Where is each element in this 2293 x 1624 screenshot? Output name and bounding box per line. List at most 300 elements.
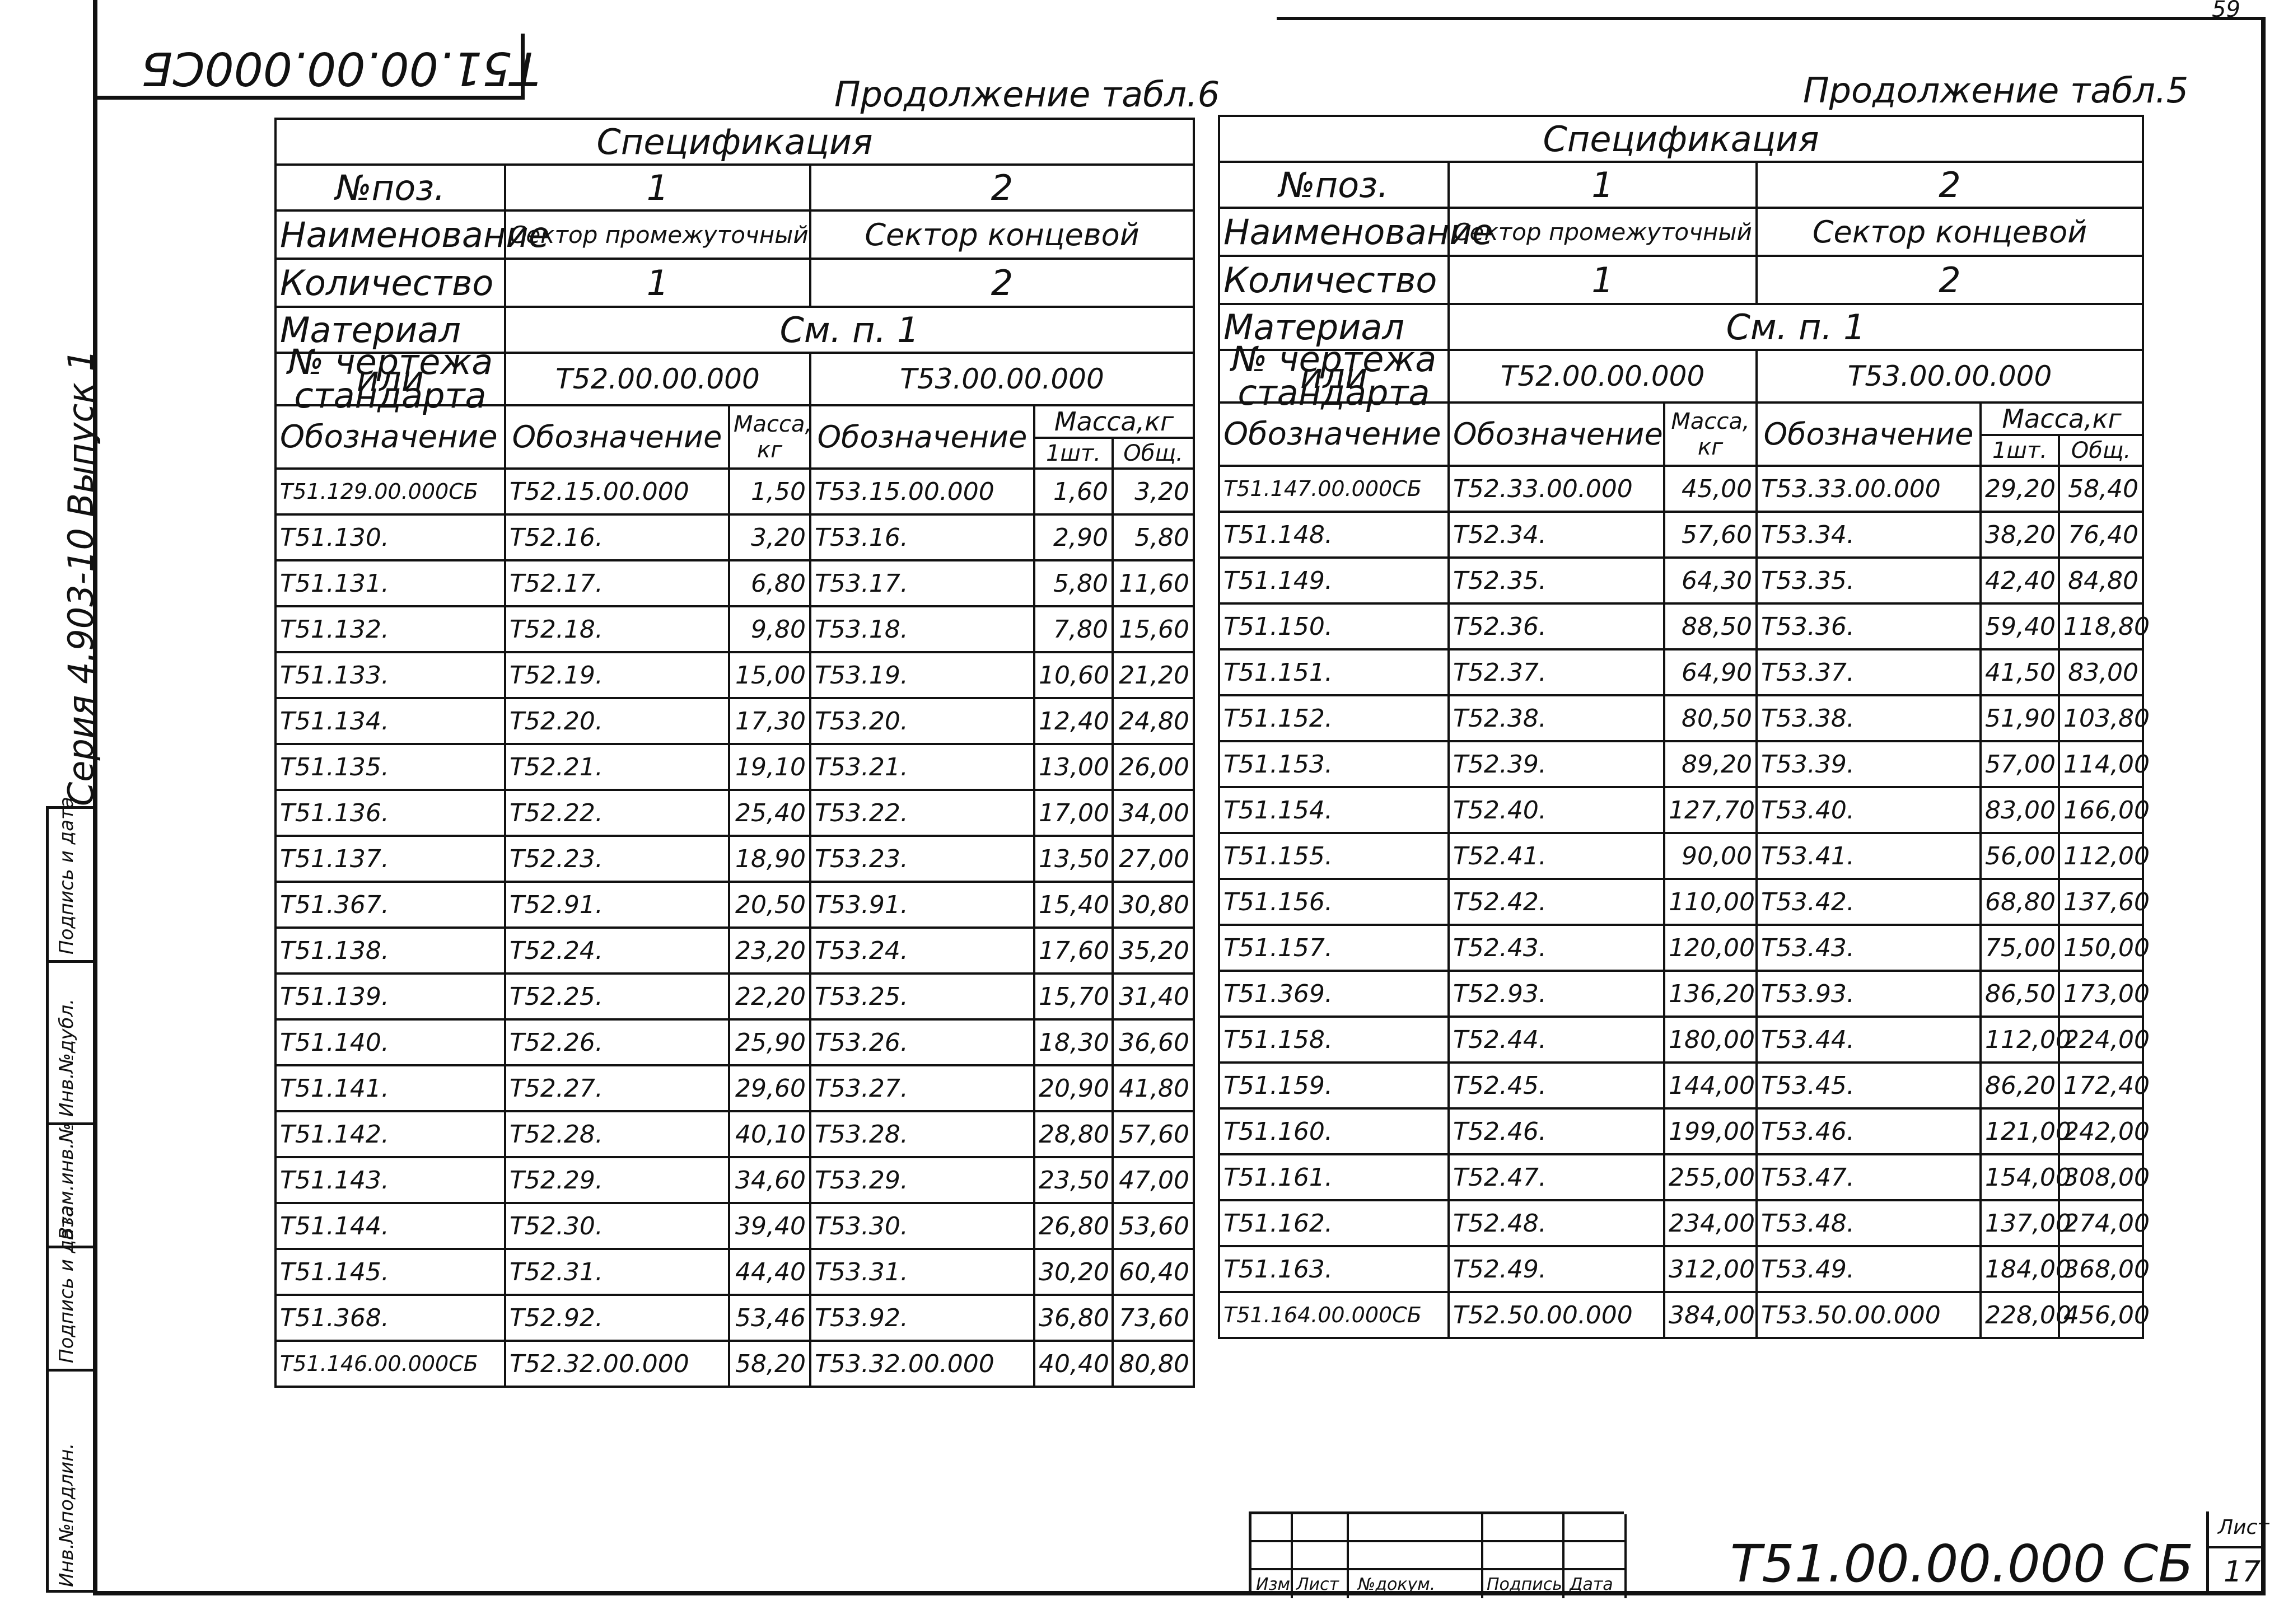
qty-value: 2: [1757, 256, 2143, 304]
sheet-label: Лист: [2218, 1516, 2269, 1539]
table-cell: Т52.26.: [505, 1019, 729, 1065]
table-row: [275, 1019, 1194, 1065]
table-row: [275, 928, 1194, 974]
table-row: [275, 1295, 1194, 1341]
table-cell: Т51.130.: [275, 514, 505, 560]
table-cell: 36,60: [1113, 1019, 1194, 1065]
table-row: [275, 974, 1194, 1019]
table-cell: Т53.39.: [1757, 741, 1981, 787]
table-cell: Т51.134.: [275, 698, 505, 744]
table-cell: Т51.149.: [1219, 558, 1449, 603]
col-mass-total: Масса,кг: [1034, 405, 1194, 438]
corner-number: 59: [2212, 0, 2240, 22]
table-cell: 144,00: [1664, 1063, 1757, 1108]
table-cell: 24,80: [1113, 698, 1194, 744]
table-cell: Т51.154.: [1219, 787, 1449, 833]
table-row: [1219, 1063, 2143, 1108]
table-cell: 68,80: [1981, 879, 2059, 925]
table-cell: 7,80: [1034, 606, 1113, 652]
table-cell: 21,20: [1113, 652, 1194, 698]
table-cell: Т52.21.: [505, 744, 729, 790]
table-cell: Т53.19.: [810, 652, 1034, 698]
table-cell: 114,00: [2059, 741, 2143, 787]
table-cell: Т53.37.: [1757, 649, 1981, 695]
name-value: Сектор концевой: [1757, 208, 2143, 256]
table-cell: Т52.16.: [505, 514, 729, 560]
table-cell: 118,80: [2059, 603, 2143, 649]
table-row: [1219, 466, 2143, 512]
table-cell: Т53.24.: [810, 928, 1034, 974]
table-cell: 64,90: [1664, 649, 1757, 695]
tb-label: Лист: [1296, 1575, 1339, 1594]
table-cell: 184,00: [1981, 1246, 2059, 1292]
pos-label: №поз.: [1219, 162, 1449, 208]
table-cell: 64,30: [1664, 558, 1757, 603]
table-cell: 29,20: [1981, 466, 2059, 512]
table-cell: 58,20: [729, 1341, 810, 1387]
table-cell: Т53.23.: [810, 836, 1034, 882]
table-cell: 2,90: [1034, 514, 1113, 560]
table-cell: Т52.34.: [1449, 512, 1664, 558]
table-cell: Т52.38.: [1449, 695, 1664, 741]
table-cell: 242,00: [2059, 1108, 2143, 1154]
spec-title: Спецификация: [275, 119, 1194, 165]
table-cell: 59,40: [1981, 603, 2059, 649]
table-cell: 112,00: [1981, 1017, 2059, 1063]
col-designation: Обозначение: [1757, 403, 1981, 466]
table-cell: 23,20: [729, 928, 810, 974]
drawing-label: № чертежа или стандарта: [1219, 350, 1449, 403]
name-value: Сектор концевой: [810, 210, 1194, 259]
table-cell: 136,20: [1664, 971, 1757, 1017]
table-cell: Т52.17.: [505, 560, 729, 606]
table-cell: Т52.45.: [1449, 1063, 1664, 1108]
table-row: [275, 1065, 1194, 1111]
table-cell: Т53.42.: [1757, 879, 1981, 925]
table-cell: Т53.28.: [810, 1111, 1034, 1157]
table-cell: 17,60: [1034, 928, 1113, 974]
table-cell: Т52.25.: [505, 974, 729, 1019]
material-value: См. п. 1: [505, 307, 1194, 353]
table-cell: 88,50: [1664, 603, 1757, 649]
table-cell: Т51.145.: [275, 1249, 505, 1295]
table-cell: 30,80: [1113, 882, 1194, 928]
table-cell: 172,40: [2059, 1063, 2143, 1108]
table-cell: Т52.37.: [1449, 649, 1664, 695]
table-cell: Т53.91.: [810, 882, 1034, 928]
table-cell: Т52.27.: [505, 1065, 729, 1111]
table-cell: Т53.22.: [810, 790, 1034, 836]
table-cell: Т52.42.: [1449, 879, 1664, 925]
table-row: [1219, 879, 2143, 925]
table-cell: Т53.34.: [1757, 512, 1981, 558]
table-cell: 384,00: [1664, 1292, 1757, 1338]
table-cell: Т53.38.: [1757, 695, 1981, 741]
table-cell: Т51.151.: [1219, 649, 1449, 695]
tb-label: №докум.: [1358, 1575, 1436, 1594]
table-cell: Т52.30.: [505, 1203, 729, 1249]
table-cell: 456,00: [2059, 1292, 2143, 1338]
table-row: [1219, 971, 2143, 1017]
sheet-number: 17: [2224, 1555, 2261, 1589]
table-cell: Т51.155.: [1219, 833, 1449, 879]
table-cell: Т53.21.: [810, 744, 1034, 790]
sidebar-stamp: [46, 797, 96, 1593]
drawing-label: № чертежа или стандарта: [275, 353, 505, 405]
table-cell: 5,80: [1113, 514, 1194, 560]
table-cell: Т51.152.: [1219, 695, 1449, 741]
table-cell: 5,80: [1034, 560, 1113, 606]
table-cell: 137,00: [1981, 1200, 2059, 1246]
table-cell: 28,80: [1034, 1111, 1113, 1157]
table-cell: Т53.29.: [810, 1157, 1034, 1203]
material-label: Материал: [1219, 304, 1449, 350]
table-cell: Т51.158.: [1219, 1017, 1449, 1063]
table-cell: Т51.146.00.000СБ: [275, 1341, 505, 1387]
table-cell: Т51.141.: [275, 1065, 505, 1111]
spec-title: Спецификация: [1219, 116, 2143, 162]
table-cell: Т53.18.: [810, 606, 1034, 652]
table-row: [1219, 1154, 2143, 1200]
table-cell: 17,30: [729, 698, 810, 744]
table-cell: 83,00: [2059, 649, 2143, 695]
col-piece: 1шт.: [1034, 438, 1113, 469]
table-cell: Т51.131.: [275, 560, 505, 606]
table-cell: Т51.137.: [275, 836, 505, 882]
sidebar-label: Взам.инв.№: [55, 1122, 78, 1240]
drawing-value: Т53.00.00.000: [1757, 350, 2143, 403]
table-cell: 75,00: [1981, 925, 2059, 971]
table-cell: 13,50: [1034, 836, 1113, 882]
table-row: [1219, 512, 2143, 558]
table-cell: Т53.93.: [1757, 971, 1981, 1017]
tb-label: Дата: [1570, 1575, 1613, 1594]
table-cell: Т53.47.: [1757, 1154, 1981, 1200]
table-row: [1219, 925, 2143, 971]
table-cell: Т51.367.: [275, 882, 505, 928]
table-cell: Т51.135.: [275, 744, 505, 790]
table-cell: 25,90: [729, 1019, 810, 1065]
table-cell: Т53.27.: [810, 1065, 1034, 1111]
table-cell: 110,00: [1664, 879, 1757, 925]
pos-value: 1: [1449, 162, 1757, 208]
table-cell: 40,10: [729, 1111, 810, 1157]
table-cell: 18,30: [1034, 1019, 1113, 1065]
col-mass-total: Масса,кг: [1981, 403, 2143, 435]
table-cell: Т53.92.: [810, 1295, 1034, 1341]
table-cell: 10,60: [1034, 652, 1113, 698]
left-table-body: [275, 469, 1194, 1387]
table-row: [1219, 558, 2143, 603]
qty-label: Количество: [1219, 256, 1449, 304]
table-cell: 27,00: [1113, 836, 1194, 882]
pos-label: №поз.: [275, 165, 505, 210]
table-cell: 36,80: [1034, 1295, 1113, 1341]
qty-value: 1: [1449, 256, 1757, 304]
table-row: [1219, 741, 2143, 787]
table-cell: 173,00: [2059, 971, 2143, 1017]
table-cell: 26,00: [1113, 744, 1194, 790]
table-cell: 53,46: [729, 1295, 810, 1341]
table-cell: Т53.48.: [1757, 1200, 1981, 1246]
table-cell: 6,80: [729, 560, 810, 606]
table-cell: Т53.35.: [1757, 558, 1981, 603]
table-row: [275, 469, 1194, 514]
name-value: Сектор промежуточный: [505, 210, 810, 259]
table-cell: Т52.31.: [505, 1249, 729, 1295]
right-table-body: [1219, 466, 2150, 1338]
col-mass: Масса, кг: [729, 405, 810, 469]
table-row: [1219, 603, 2143, 649]
table-cell: 19,10: [729, 744, 810, 790]
col-piece: 1шт.: [1981, 435, 2059, 466]
left-table-caption: Продолжение табл.6: [834, 74, 1220, 115]
table-cell: 39,40: [729, 1203, 810, 1249]
table-cell: Т51.129.00.000СБ: [275, 469, 505, 514]
table-cell: 53,60: [1113, 1203, 1194, 1249]
table-row: [1219, 1108, 2143, 1154]
table-row: [275, 698, 1194, 744]
table-cell: Т53.20.: [810, 698, 1034, 744]
pos-value: 1: [505, 165, 810, 210]
table-cell: 41,80: [1113, 1065, 1194, 1111]
table-cell: 29,60: [729, 1065, 810, 1111]
table-cell: Т51.133.: [275, 652, 505, 698]
qty-value: 2: [810, 259, 1194, 307]
table-cell: Т53.32.00.000: [810, 1341, 1034, 1387]
table-cell: Т51.368.: [275, 1295, 505, 1341]
sidebar-label: Инв.№подлин.: [55, 1443, 78, 1587]
table-cell: Т51.140.: [275, 1019, 505, 1065]
table-cell: Т51.159.: [1219, 1063, 1449, 1108]
table-cell: Т52.48.: [1449, 1200, 1664, 1246]
table-cell: 11,60: [1113, 560, 1194, 606]
table-cell: Т53.50.00.000: [1757, 1292, 1981, 1338]
table-cell: 308,00: [2059, 1154, 2143, 1200]
table-cell: 42,40: [1981, 558, 2059, 603]
table-cell: 127,70: [1664, 787, 1757, 833]
material-label: Материал: [275, 307, 505, 353]
table-cell: 20,90: [1034, 1065, 1113, 1111]
table-cell: 23,50: [1034, 1157, 1113, 1203]
table-cell: 9,80: [729, 606, 810, 652]
table-cell: Т53.25.: [810, 974, 1034, 1019]
table-cell: 199,00: [1664, 1108, 1757, 1154]
table-cell: 83,00: [1981, 787, 2059, 833]
table-cell: 56,00: [1981, 833, 2059, 879]
table-cell: 1,60: [1034, 469, 1113, 514]
frame-right-line: [2261, 17, 2266, 1595]
table-cell: Т52.43.: [1449, 925, 1664, 971]
table-cell: 89,20: [1664, 741, 1757, 787]
table-cell: 34,00: [1113, 790, 1194, 836]
stamp-code: Т51.00.00.000СБ: [141, 41, 540, 95]
sheet-box: [2206, 1511, 2269, 1595]
table-cell: Т51.150.: [1219, 603, 1449, 649]
table-cell: 121,00: [1981, 1108, 2059, 1154]
table-cell: Т53.49.: [1757, 1246, 1981, 1292]
table-cell: 57,00: [1981, 741, 2059, 787]
table-cell: Т53.45.: [1757, 1063, 1981, 1108]
designation-label: Обозначение: [275, 405, 505, 469]
table-row: [1219, 1292, 2143, 1338]
table-cell: 58,40: [2059, 466, 2143, 512]
table-cell: 15,70: [1034, 974, 1113, 1019]
left-spec-table: [274, 118, 1195, 1388]
table-cell: Т53.43.: [1757, 925, 1981, 971]
table-cell: 3,20: [729, 514, 810, 560]
table-cell: 103,80: [2059, 695, 2143, 741]
table-cell: 368,00: [2059, 1246, 2143, 1292]
table-cell: Т52.39.: [1449, 741, 1664, 787]
col-total: Общ.: [1113, 438, 1194, 469]
table-cell: Т52.41.: [1449, 833, 1664, 879]
table-row: [275, 1157, 1194, 1203]
table-cell: Т51.369.: [1219, 971, 1449, 1017]
table-row: [275, 560, 1194, 606]
right-spec-table: [1218, 115, 2150, 1339]
table-cell: 60,40: [1113, 1249, 1194, 1295]
table-cell: 255,00: [1664, 1154, 1757, 1200]
table-cell: Т51.153.: [1219, 741, 1449, 787]
table-cell: 57,60: [1664, 512, 1757, 558]
table-cell: Т52.92.: [505, 1295, 729, 1341]
table-cell: Т52.24.: [505, 928, 729, 974]
table-cell: 274,00: [2059, 1200, 2143, 1246]
table-row: [1219, 649, 2143, 695]
title-block: [1249, 1511, 2269, 1595]
table-cell: 154,00: [1981, 1154, 2059, 1200]
table-cell: Т51.144.: [275, 1203, 505, 1249]
table-row: [275, 1341, 1194, 1387]
table-cell: Т51.157.: [1219, 925, 1449, 971]
pos-value: 2: [810, 165, 1194, 210]
table-cell: 120,00: [1664, 925, 1757, 971]
table-cell: Т52.23.: [505, 836, 729, 882]
table-cell: 80,50: [1664, 695, 1757, 741]
table-cell: Т52.50.00.000: [1449, 1292, 1664, 1338]
material-value: См. п. 1: [1449, 304, 2143, 350]
table-cell: 228,00: [1981, 1292, 2059, 1338]
stamp-box: [96, 34, 540, 100]
table-cell: 15,60: [1113, 606, 1194, 652]
table-cell: Т52.40.: [1449, 787, 1664, 833]
table-cell: Т51.148.: [1219, 512, 1449, 558]
table-cell: 57,60: [1113, 1111, 1194, 1157]
col-mass: Масса, кг: [1664, 403, 1757, 466]
drawing-value: Т52.00.00.000: [505, 353, 810, 405]
table-cell: 41,50: [1981, 649, 2059, 695]
table-cell: 20,50: [729, 882, 810, 928]
table-cell: 312,00: [1664, 1246, 1757, 1292]
table-cell: 166,00: [2059, 787, 2143, 833]
table-cell: 76,40: [2059, 512, 2143, 558]
table-cell: Т51.160.: [1219, 1108, 1449, 1154]
col-designation: Обозначение: [505, 405, 729, 469]
title-block-grid: [1249, 1511, 1624, 1595]
name-label: Наименование: [275, 210, 505, 259]
table-cell: Т51.162.: [1219, 1200, 1449, 1246]
table-cell: Т52.20.: [505, 698, 729, 744]
table-row: [275, 744, 1194, 790]
table-cell: Т53.17.: [810, 560, 1034, 606]
table-cell: Т53.15.00.000: [810, 469, 1034, 514]
table-cell: 34,60: [729, 1157, 810, 1203]
table-cell: 112,00: [2059, 833, 2143, 879]
table-row: [275, 514, 1194, 560]
table-cell: 86,20: [1981, 1063, 2059, 1108]
drawing-value: Т53.00.00.000: [810, 353, 1194, 405]
table-cell: Т53.41.: [1757, 833, 1981, 879]
table-cell: 15,00: [729, 652, 810, 698]
frame-top-line: [1277, 17, 2266, 20]
table-cell: 38,20: [1981, 512, 2059, 558]
table-cell: 51,90: [1981, 695, 2059, 741]
table-cell: 47,00: [1113, 1157, 1194, 1203]
table-cell: Т53.46.: [1757, 1108, 1981, 1154]
table-cell: 84,80: [2059, 558, 2143, 603]
table-cell: Т52.49.: [1449, 1246, 1664, 1292]
table-cell: 18,90: [729, 836, 810, 882]
table-cell: Т51.163.: [1219, 1246, 1449, 1292]
table-cell: 12,40: [1034, 698, 1113, 744]
pos-value: 2: [1757, 162, 2143, 208]
sidebar-label: Подпись и дата: [55, 797, 78, 954]
designation-label: Обозначение: [1219, 403, 1449, 466]
table-cell: 25,40: [729, 790, 810, 836]
table-cell: 234,00: [1664, 1200, 1757, 1246]
table-cell: 150,00: [2059, 925, 2143, 971]
table-cell: Т53.31.: [810, 1249, 1034, 1295]
table-cell: Т52.35.: [1449, 558, 1664, 603]
table-row: [275, 1111, 1194, 1157]
table-cell: 86,50: [1981, 971, 2059, 1017]
table-row: [275, 836, 1194, 882]
table-cell: Т52.19.: [505, 652, 729, 698]
table-row: [1219, 833, 2143, 879]
table-cell: Т52.15.00.000: [505, 469, 729, 514]
table-row: [1219, 695, 2143, 741]
table-cell: 30,20: [1034, 1249, 1113, 1295]
table-cell: Т52.93.: [1449, 971, 1664, 1017]
table-cell: 15,40: [1034, 882, 1113, 928]
table-cell: 73,60: [1113, 1295, 1194, 1341]
table-cell: Т52.22.: [505, 790, 729, 836]
sidebar-label: Подпись и дата: [55, 1205, 78, 1363]
table-cell: Т52.28.: [505, 1111, 729, 1157]
table-cell: Т52.44.: [1449, 1017, 1664, 1063]
table-row: [1219, 787, 2143, 833]
table-cell: Т52.91.: [505, 882, 729, 928]
table-cell: Т51.136.: [275, 790, 505, 836]
qty-label: Количество: [275, 259, 505, 307]
table-cell: 45,00: [1664, 466, 1757, 512]
table-row: [275, 1203, 1194, 1249]
table-cell: 44,40: [729, 1249, 810, 1295]
table-cell: 137,60: [2059, 879, 2143, 925]
table-cell: Т51.138.: [275, 928, 505, 974]
table-cell: Т52.47.: [1449, 1154, 1664, 1200]
table-cell: Т52.33.00.000: [1449, 466, 1664, 512]
table-cell: Т53.33.00.000: [1757, 466, 1981, 512]
table-row: [275, 790, 1194, 836]
table-cell: Т52.46.: [1449, 1108, 1664, 1154]
tb-label: Изм: [1256, 1575, 1291, 1594]
table-cell: 17,00: [1034, 790, 1113, 836]
document-code: Т51.00.00.000 СБ: [1730, 1534, 2194, 1594]
col-designation: Обозначение: [1449, 403, 1664, 466]
table-cell: Т51.147.00.000СБ: [1219, 466, 1449, 512]
